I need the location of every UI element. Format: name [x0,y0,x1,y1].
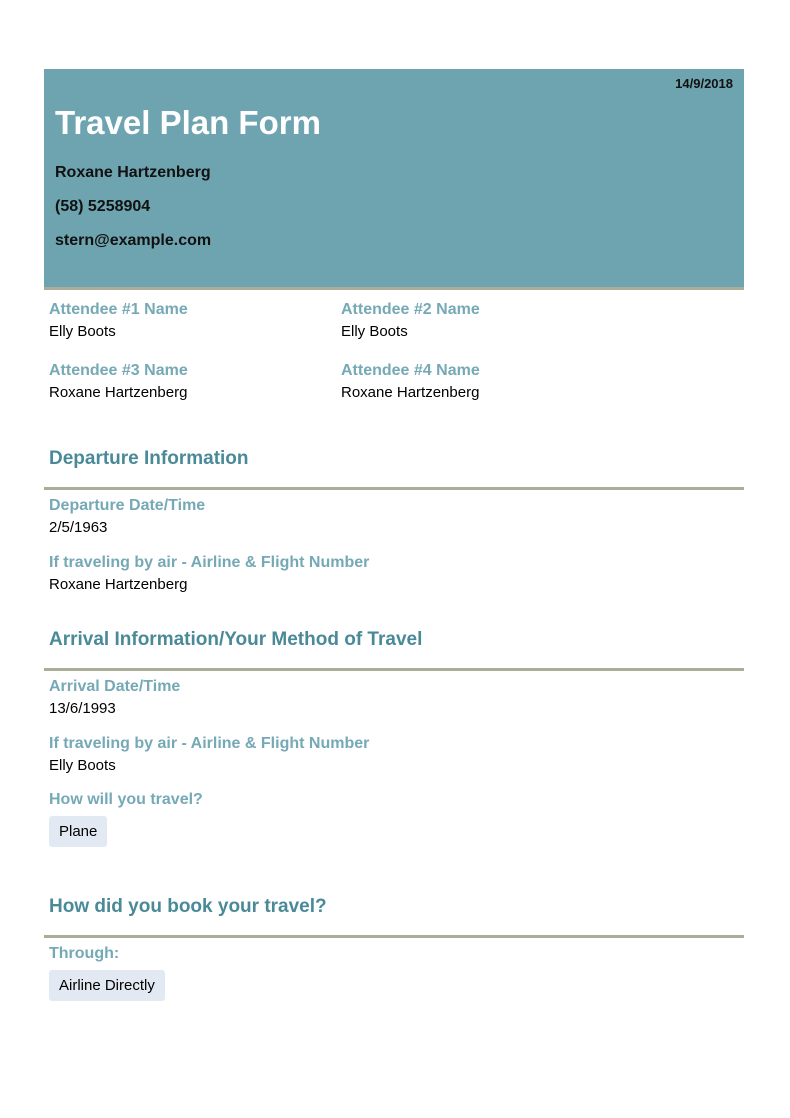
departure-date-label: Departure Date/Time [49,497,206,514]
attendee-1-value: Elly Boots [49,323,116,340]
travel-method-field [49,790,739,847]
booking-through-field [49,944,739,1001]
attendee-2-label: Attendee #2 Name [341,301,480,318]
booking-through-chip: Airline Directly [49,970,165,1001]
arrival-flight-label: If traveling by air - Airline & Flight Number [49,735,370,752]
travel-method-chip: Plane [49,816,107,847]
departure-date-value: 2/5/1963 [49,519,108,536]
arrival-flight-value: Elly Boots [49,757,116,774]
arrival-date-value: 13/6/1993 [49,700,116,717]
form-header [44,69,744,290]
contact-email: stern@example.com [55,232,212,249]
attendee-3-value: Roxane Hartzenberg [49,384,188,401]
travel-method-label: How will you travel? [49,791,203,808]
attendee-4-value: Roxane Hartzenberg [341,384,480,401]
travel-plan-form [44,69,744,994]
header-date: 14/9/2018 [675,76,733,91]
attendee-2-field [341,300,621,341]
departure-flight-value: Roxane Hartzenberg [49,576,188,593]
booking-divider [44,935,744,938]
attendee-3-field [49,361,329,402]
departure-date-field [49,496,739,537]
departure-divider [44,487,744,490]
form-title: Travel Plan Form [55,104,321,141]
booking-through-label: Through: [49,945,120,962]
arrival-divider [44,668,744,671]
contact-name: Roxane Hartzenberg [55,164,211,181]
attendee-4-field [341,361,621,402]
contact-phone: (58) 5258904 [55,198,151,215]
arrival-section-title: Arrival Information/Your Method of Travel [49,629,423,650]
arrival-date-label: Arrival Date/Time [49,678,181,695]
attendee-3-label: Attendee #3 Name [49,362,188,379]
attendee-2-value: Elly Boots [341,323,408,340]
attendee-1-label: Attendee #1 Name [49,301,188,318]
booking-section-title: How did you book your travel? [49,896,327,917]
departure-flight-label: If traveling by air - Airline & Flight Number [49,554,370,571]
arrival-flight-field [49,734,739,775]
attendee-4-label: Attendee #4 Name [341,362,480,379]
arrival-date-field [49,677,739,718]
departure-flight-field [49,553,739,594]
attendee-1-field [49,300,329,341]
departure-section-title: Departure Information [49,448,249,469]
